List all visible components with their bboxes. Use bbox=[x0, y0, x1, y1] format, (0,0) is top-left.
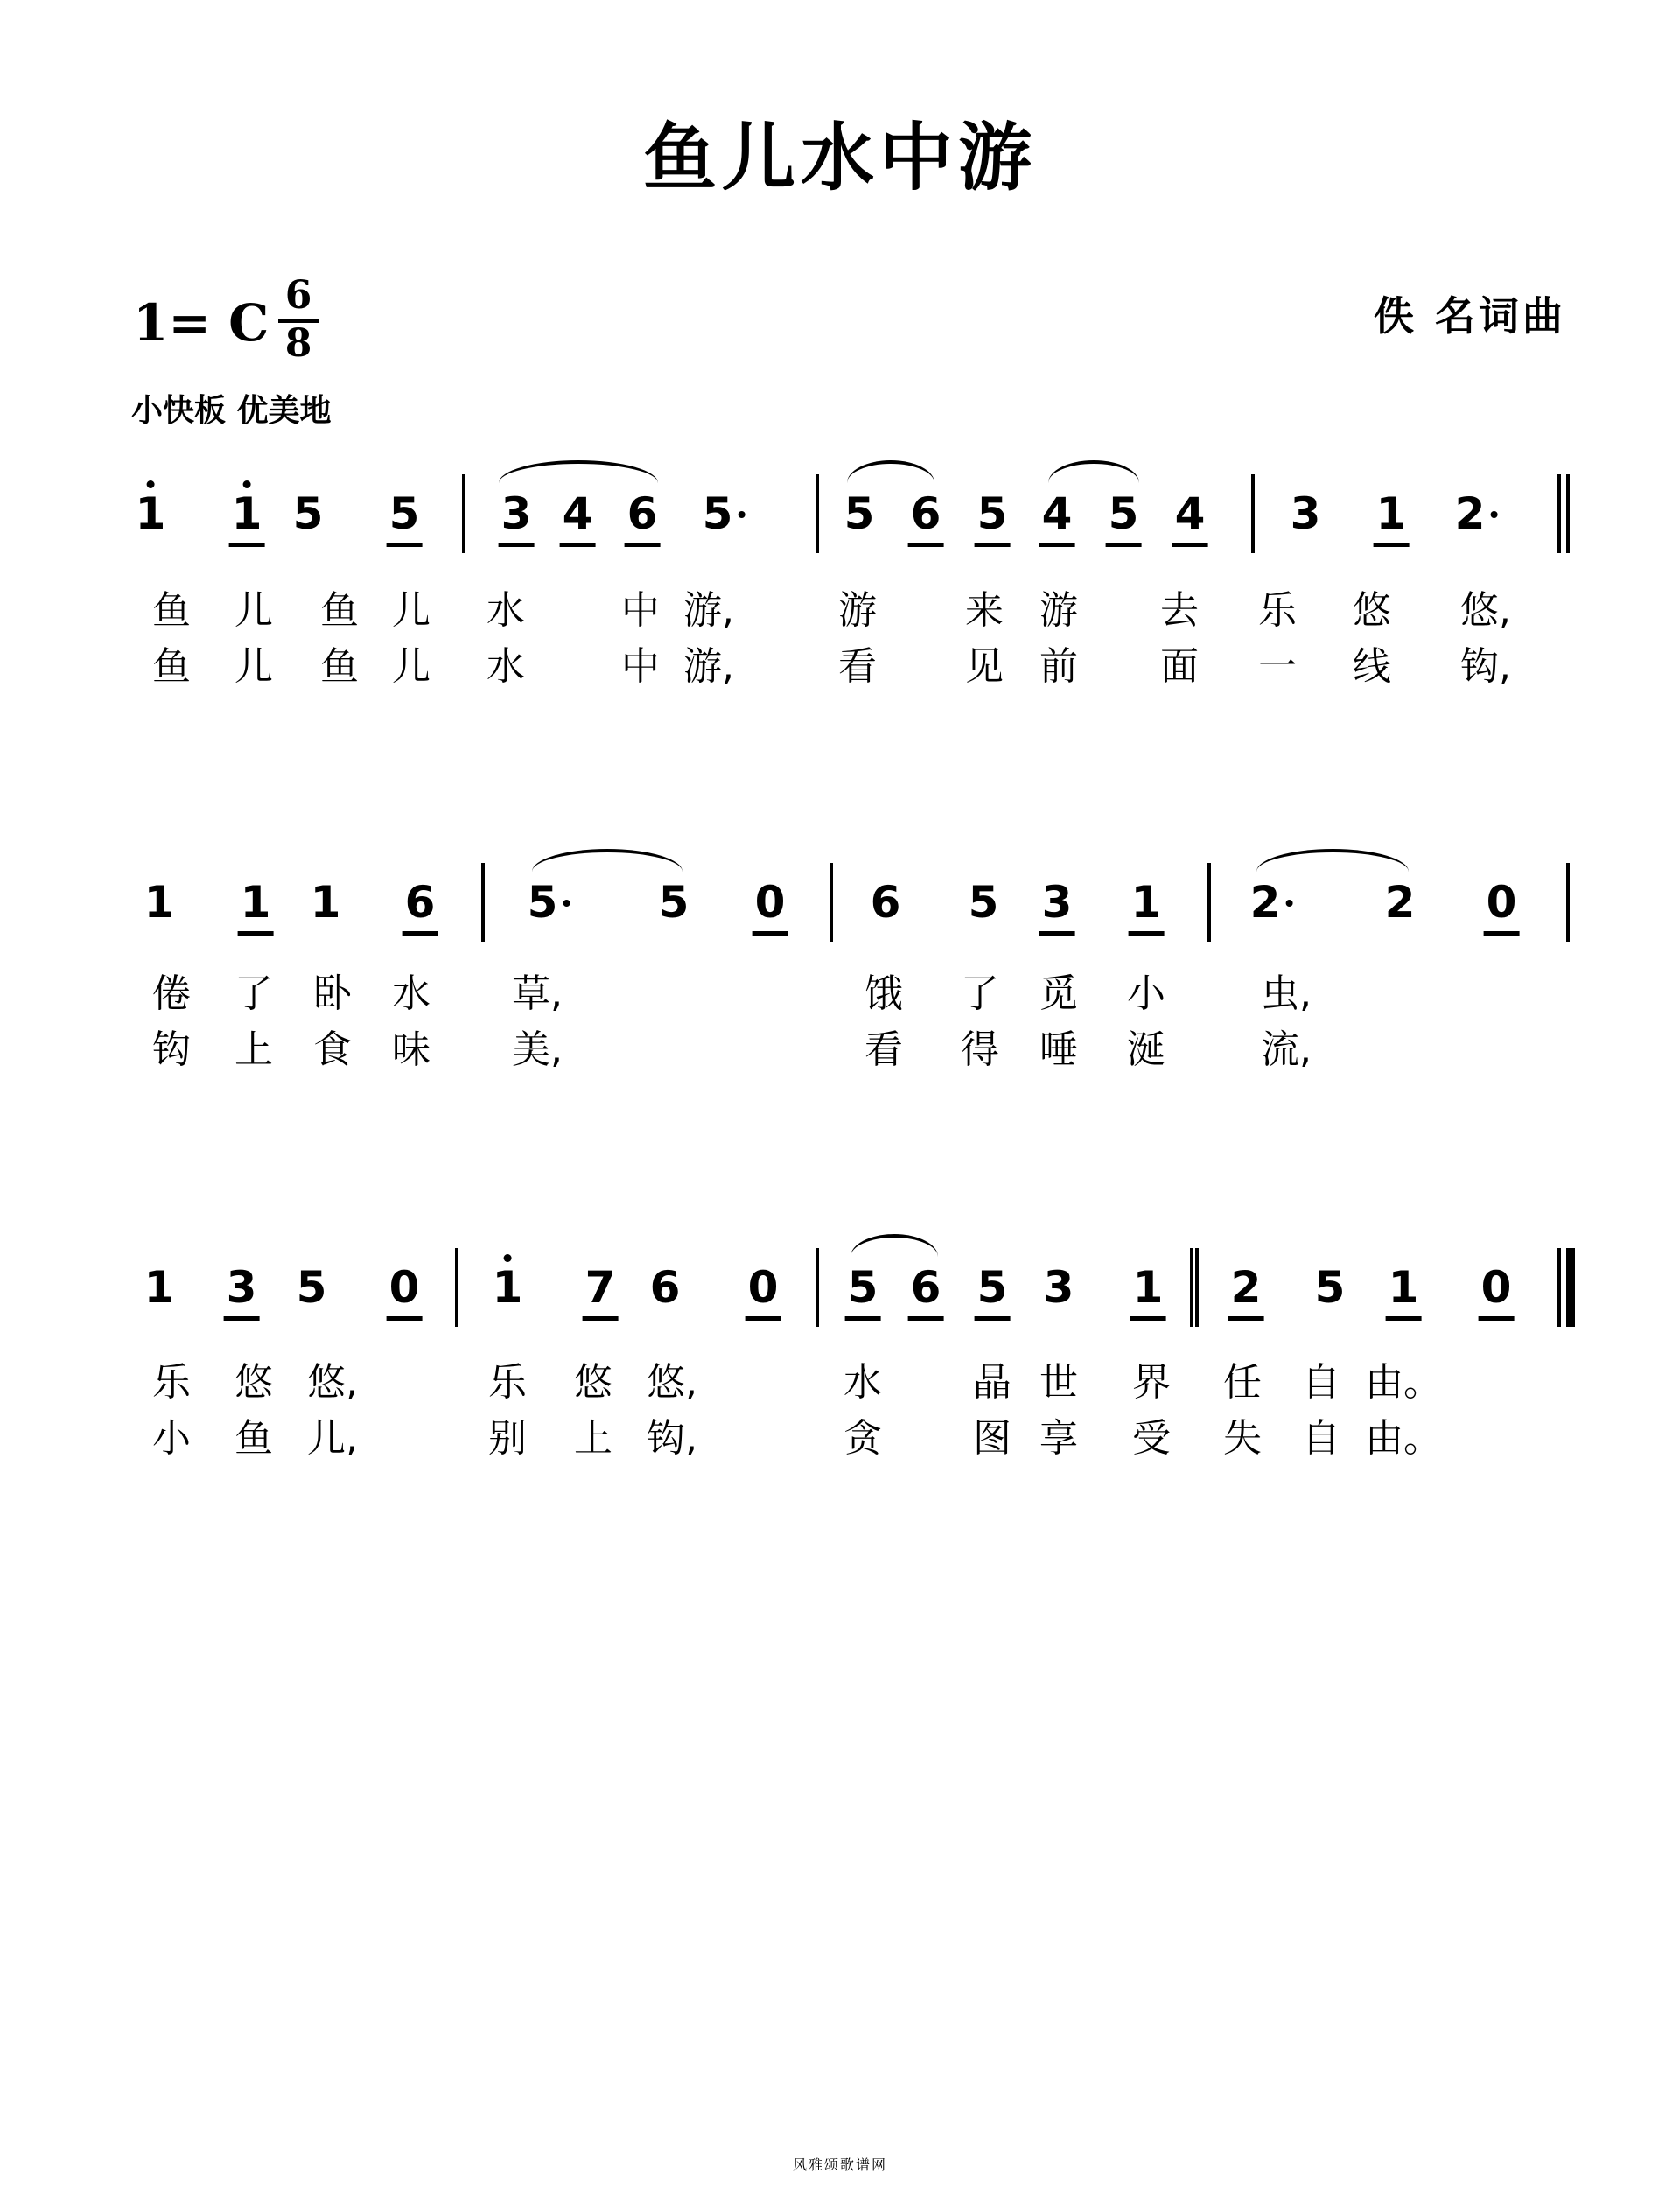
lyric-syllable: 鱼 bbox=[320, 644, 359, 689]
bar-line bbox=[455, 1248, 458, 1327]
lyric-syllable: 儿 bbox=[392, 588, 430, 633]
note-digit: 2 bbox=[1384, 877, 1416, 928]
lyric-syllable: 上 bbox=[574, 1416, 612, 1461]
note bbox=[1041, 488, 1073, 539]
final-bar-thick bbox=[1566, 1248, 1575, 1327]
eighth-underline bbox=[387, 1316, 423, 1321]
note-digit: 5 bbox=[847, 1262, 878, 1313]
lyric-syllable: 食 bbox=[313, 1027, 352, 1072]
lyric-syllable: 水 bbox=[392, 971, 430, 1016]
note bbox=[584, 1262, 616, 1313]
tie-slur bbox=[1048, 460, 1139, 483]
lyric-syllable: 水 bbox=[844, 1360, 882, 1405]
lyric-syllable: 来 bbox=[965, 588, 1004, 633]
eighth-underline bbox=[387, 543, 423, 547]
note bbox=[226, 1262, 257, 1313]
lyric-syllable: 中 bbox=[621, 644, 660, 689]
eighth-underline bbox=[845, 1316, 881, 1321]
lyric-syllable: 了 bbox=[961, 971, 999, 1016]
eighth-underline bbox=[1130, 1316, 1166, 1321]
augmentation-dot bbox=[1285, 900, 1292, 907]
high-octave-dot bbox=[147, 480, 155, 488]
eighth-underline bbox=[908, 543, 944, 547]
augmentation-dot bbox=[563, 900, 570, 907]
note bbox=[1486, 877, 1517, 928]
note bbox=[527, 877, 558, 928]
lyric-syllable: 游, bbox=[683, 644, 734, 689]
note-digit: 2 bbox=[1454, 488, 1486, 539]
lyric-syllable: 面 bbox=[1160, 644, 1199, 689]
lyric-syllable: 儿 bbox=[234, 588, 273, 633]
eighth-underline bbox=[1386, 1316, 1422, 1321]
time-signature-denominator: 8 bbox=[284, 321, 312, 366]
lyric-syllable: 别 bbox=[488, 1416, 527, 1461]
eighth-underline bbox=[1484, 931, 1520, 936]
time-signature-numerator: 6 bbox=[278, 277, 318, 323]
tie-slur bbox=[850, 1234, 938, 1257]
note bbox=[1132, 1262, 1164, 1313]
bar-line bbox=[830, 863, 833, 942]
augmentation-dot bbox=[738, 511, 745, 518]
lyric-syllable: 上 bbox=[234, 1027, 273, 1072]
note bbox=[1041, 877, 1073, 928]
note-digit: 5 bbox=[388, 488, 420, 539]
note-digit: 0 bbox=[1480, 1262, 1512, 1313]
lyric-syllable: 游 bbox=[1040, 588, 1078, 633]
bar-line bbox=[1251, 474, 1255, 553]
note-digit: 5 bbox=[1314, 1262, 1346, 1313]
lyric-syllable: 晶 bbox=[973, 1360, 1012, 1405]
lyric-syllable: 图 bbox=[973, 1416, 1012, 1461]
note-digit: 4 bbox=[562, 488, 593, 539]
note-digit: 0 bbox=[754, 877, 786, 928]
note bbox=[500, 488, 532, 539]
lyric-syllable: 失 bbox=[1223, 1416, 1262, 1461]
note-digit: 5 bbox=[296, 1262, 327, 1313]
note-digit: 5 bbox=[1108, 488, 1139, 539]
lyric-syllable: 前 bbox=[1040, 644, 1078, 689]
note bbox=[910, 1262, 942, 1313]
note-digit: 3 bbox=[226, 1262, 257, 1313]
tie-slur bbox=[532, 849, 682, 872]
lyric-syllable: 鱼 bbox=[234, 1416, 273, 1461]
eighth-underline bbox=[1374, 543, 1410, 547]
note bbox=[144, 877, 175, 928]
eighth-underline bbox=[1040, 543, 1075, 547]
note bbox=[1384, 877, 1416, 928]
note bbox=[702, 488, 733, 539]
note-digit: 1 bbox=[1388, 1262, 1419, 1313]
lyric-syllable: 倦 bbox=[152, 971, 191, 1016]
lyric-syllable: 悠 bbox=[1353, 588, 1391, 633]
note bbox=[1043, 1262, 1074, 1313]
note bbox=[1174, 488, 1206, 539]
note bbox=[144, 1262, 175, 1313]
note bbox=[388, 488, 420, 539]
note-digit: 1 bbox=[144, 1262, 175, 1313]
lyric-syllable: 自 bbox=[1302, 1360, 1340, 1405]
eighth-underline bbox=[752, 931, 788, 936]
bar-line bbox=[1558, 474, 1561, 553]
eighth-underline bbox=[975, 543, 1011, 547]
note-digit: 5 bbox=[844, 488, 875, 539]
lyric-syllable: 水 bbox=[486, 644, 525, 689]
lyric-syllable: 乐 bbox=[1258, 588, 1297, 633]
bar-line bbox=[1566, 474, 1570, 553]
bar-line bbox=[1190, 1248, 1194, 1327]
note bbox=[1230, 1262, 1262, 1313]
lyric-syllable: 世 bbox=[1040, 1360, 1078, 1405]
lyric-syllable: 游 bbox=[838, 588, 877, 633]
note bbox=[976, 1262, 1008, 1313]
tie-slur bbox=[1256, 849, 1409, 872]
note bbox=[231, 488, 262, 539]
note-digit: 1 bbox=[310, 877, 341, 928]
note-digit: 6 bbox=[404, 877, 436, 928]
note bbox=[388, 1262, 420, 1313]
lyric-syllable: 虫, bbox=[1261, 971, 1312, 1016]
note-digit: 7 bbox=[584, 1262, 616, 1313]
note-digit: 1 bbox=[144, 877, 175, 928]
lyric-syllable: 去 bbox=[1160, 588, 1199, 633]
note-digit: 1 bbox=[492, 1262, 523, 1313]
note-digit: 0 bbox=[388, 1262, 420, 1313]
note-digit: 3 bbox=[1043, 1262, 1074, 1313]
lyric-syllable: 悠 bbox=[234, 1360, 273, 1405]
note bbox=[1388, 1262, 1419, 1313]
note-digit: 2 bbox=[1250, 877, 1281, 928]
eighth-underline bbox=[908, 1316, 944, 1321]
eighth-underline bbox=[1129, 931, 1165, 936]
lyric-syllable: 儿 bbox=[234, 644, 273, 689]
note-digit: 1 bbox=[1132, 1262, 1164, 1313]
note bbox=[747, 1262, 779, 1313]
note bbox=[404, 877, 436, 928]
bar-line bbox=[1208, 863, 1211, 942]
note-digit: 3 bbox=[1041, 877, 1073, 928]
lyric-syllable: 鱼 bbox=[152, 588, 191, 633]
lyric-syllable: 儿, bbox=[307, 1416, 358, 1461]
eighth-underline bbox=[229, 543, 265, 547]
lyric-syllable: 钩, bbox=[647, 1416, 697, 1461]
bar-line bbox=[816, 474, 819, 553]
note-digit: 3 bbox=[1290, 488, 1321, 539]
lyric-syllable: 界 bbox=[1132, 1360, 1171, 1405]
note-digit: 1 bbox=[240, 877, 271, 928]
lyric-syllable: 草, bbox=[512, 971, 563, 1016]
bar-line bbox=[1195, 1248, 1199, 1327]
note-digit: 6 bbox=[910, 488, 942, 539]
lyric-syllable: 唾 bbox=[1040, 1027, 1078, 1072]
eighth-underline bbox=[583, 1316, 619, 1321]
note-digit: 1 bbox=[1376, 488, 1407, 539]
lyric-syllable: 饿 bbox=[864, 971, 903, 1016]
augmentation-dot bbox=[1490, 511, 1497, 518]
lyric-syllable: 乐 bbox=[488, 1360, 527, 1405]
lyric-syllable: 儿 bbox=[392, 644, 430, 689]
tempo-marking: 小快板 优美地 bbox=[131, 393, 332, 429]
lyric-syllable: 享 bbox=[1040, 1416, 1078, 1461]
eighth-underline bbox=[1106, 543, 1142, 547]
lyric-syllable: 了 bbox=[234, 971, 273, 1016]
lyric-syllable: 钩, bbox=[1460, 644, 1511, 689]
tie-slur bbox=[847, 460, 934, 483]
note-digit: 4 bbox=[1041, 488, 1073, 539]
note-digit: 5 bbox=[976, 488, 1008, 539]
note-digit: 6 bbox=[626, 488, 658, 539]
note-digit: 6 bbox=[870, 877, 901, 928]
note bbox=[1108, 488, 1139, 539]
lyric-syllable: 看 bbox=[838, 644, 877, 689]
note bbox=[1250, 877, 1281, 928]
eighth-underline bbox=[1172, 543, 1208, 547]
eighth-underline bbox=[402, 931, 438, 936]
lyric-syllable: 流, bbox=[1261, 1027, 1312, 1072]
note bbox=[1376, 488, 1407, 539]
note bbox=[492, 1262, 523, 1313]
note bbox=[562, 488, 593, 539]
footer-watermark: 风雅颂歌谱网 bbox=[792, 2156, 887, 2173]
note bbox=[847, 1262, 878, 1313]
note-digit: 5 bbox=[976, 1262, 1008, 1313]
note bbox=[1130, 877, 1162, 928]
lyric-syllable: 游, bbox=[683, 588, 734, 633]
lyric-syllable: 见 bbox=[965, 644, 1004, 689]
note bbox=[976, 488, 1008, 539]
note bbox=[870, 877, 901, 928]
note-digit: 1 bbox=[231, 488, 262, 539]
eighth-underline bbox=[1040, 931, 1075, 936]
note bbox=[310, 877, 341, 928]
lyric-syllable: 味 bbox=[392, 1027, 430, 1072]
eighth-underline bbox=[224, 1316, 260, 1321]
note-digit: 6 bbox=[910, 1262, 942, 1313]
eighth-underline bbox=[1228, 1316, 1264, 1321]
lyric-syllable: 一 bbox=[1258, 644, 1297, 689]
note-digit: 5 bbox=[702, 488, 733, 539]
bar-line bbox=[481, 863, 485, 942]
time-signature bbox=[278, 273, 318, 366]
lyric-syllable: 得 bbox=[961, 1027, 999, 1072]
note bbox=[1480, 1262, 1512, 1313]
lyric-syllable: 乐 bbox=[152, 1360, 191, 1405]
eighth-underline bbox=[625, 543, 661, 547]
eighth-underline bbox=[746, 1316, 781, 1321]
high-octave-dot bbox=[243, 480, 251, 488]
high-octave-dot bbox=[504, 1254, 512, 1262]
note bbox=[910, 488, 942, 539]
note-digit: 3 bbox=[500, 488, 532, 539]
lyric-syllable: 受 bbox=[1132, 1416, 1171, 1461]
note bbox=[135, 488, 166, 539]
lyric-syllable: 钩 bbox=[152, 1027, 191, 1072]
note bbox=[292, 488, 324, 539]
lyric-syllable: 小 bbox=[1127, 971, 1166, 1016]
lyric-syllable: 看 bbox=[864, 1027, 903, 1072]
lyric-syllable: 悠, bbox=[647, 1360, 697, 1405]
note bbox=[658, 877, 690, 928]
lyric-syllable: 自 bbox=[1302, 1416, 1340, 1461]
bar-line bbox=[462, 474, 466, 553]
eighth-underline bbox=[560, 543, 596, 547]
lyric-syllable: 鱼 bbox=[152, 644, 191, 689]
lyric-syllable: 小 bbox=[152, 1416, 191, 1461]
lyric-syllable: 觅 bbox=[1040, 971, 1078, 1016]
note-digit: 4 bbox=[1174, 488, 1206, 539]
lyric-syllable: 水 bbox=[486, 588, 525, 633]
note-digit: 5 bbox=[292, 488, 324, 539]
note bbox=[1454, 488, 1486, 539]
note-digit: 1 bbox=[1130, 877, 1162, 928]
eighth-underline bbox=[238, 931, 274, 936]
lyric-syllable: 中 bbox=[621, 588, 660, 633]
note bbox=[649, 1262, 681, 1313]
lyric-syllable: 卧 bbox=[313, 971, 352, 1016]
lyric-syllable: 悠, bbox=[307, 1360, 358, 1405]
final-bar-thin bbox=[1558, 1248, 1561, 1327]
lyric-syllable: 线 bbox=[1353, 644, 1391, 689]
eighth-underline bbox=[499, 543, 535, 547]
note-digit: 2 bbox=[1230, 1262, 1262, 1313]
lyric-syllable: 贪 bbox=[844, 1416, 882, 1461]
lyric-syllable: 涎 bbox=[1127, 1027, 1166, 1072]
eighth-underline bbox=[975, 1316, 1011, 1321]
note bbox=[754, 877, 786, 928]
lyric-syllable: 美, bbox=[512, 1027, 563, 1072]
tie-slur bbox=[499, 460, 658, 483]
lyric-syllable: 悠 bbox=[574, 1360, 612, 1405]
note-digit: 6 bbox=[649, 1262, 681, 1313]
note-digit: 0 bbox=[1486, 877, 1517, 928]
note bbox=[1314, 1262, 1346, 1313]
note bbox=[626, 488, 658, 539]
note bbox=[844, 488, 875, 539]
lyric-syllable: 鱼 bbox=[320, 588, 359, 633]
key-signature: 1= C bbox=[133, 293, 270, 353]
bar-line bbox=[1566, 863, 1570, 942]
lyric-syllable: 任 bbox=[1223, 1360, 1262, 1405]
eighth-underline bbox=[1479, 1316, 1515, 1321]
note-digit: 5 bbox=[658, 877, 690, 928]
note bbox=[968, 877, 999, 928]
lyric-syllable: 悠, bbox=[1460, 588, 1511, 633]
note bbox=[1290, 488, 1321, 539]
bar-line bbox=[816, 1248, 819, 1327]
note bbox=[296, 1262, 327, 1313]
note-digit: 5 bbox=[968, 877, 999, 928]
author-credit: 佚 名词曲 bbox=[1373, 292, 1566, 340]
lyric-syllable: 由。 bbox=[1365, 1360, 1442, 1405]
song-title: 鱼儿水中游 bbox=[642, 115, 1037, 200]
note-digit: 0 bbox=[747, 1262, 779, 1313]
lyric-syllable: 由。 bbox=[1365, 1416, 1442, 1461]
note bbox=[240, 877, 271, 928]
note-digit: 5 bbox=[527, 877, 558, 928]
note-digit: 1 bbox=[135, 488, 166, 539]
